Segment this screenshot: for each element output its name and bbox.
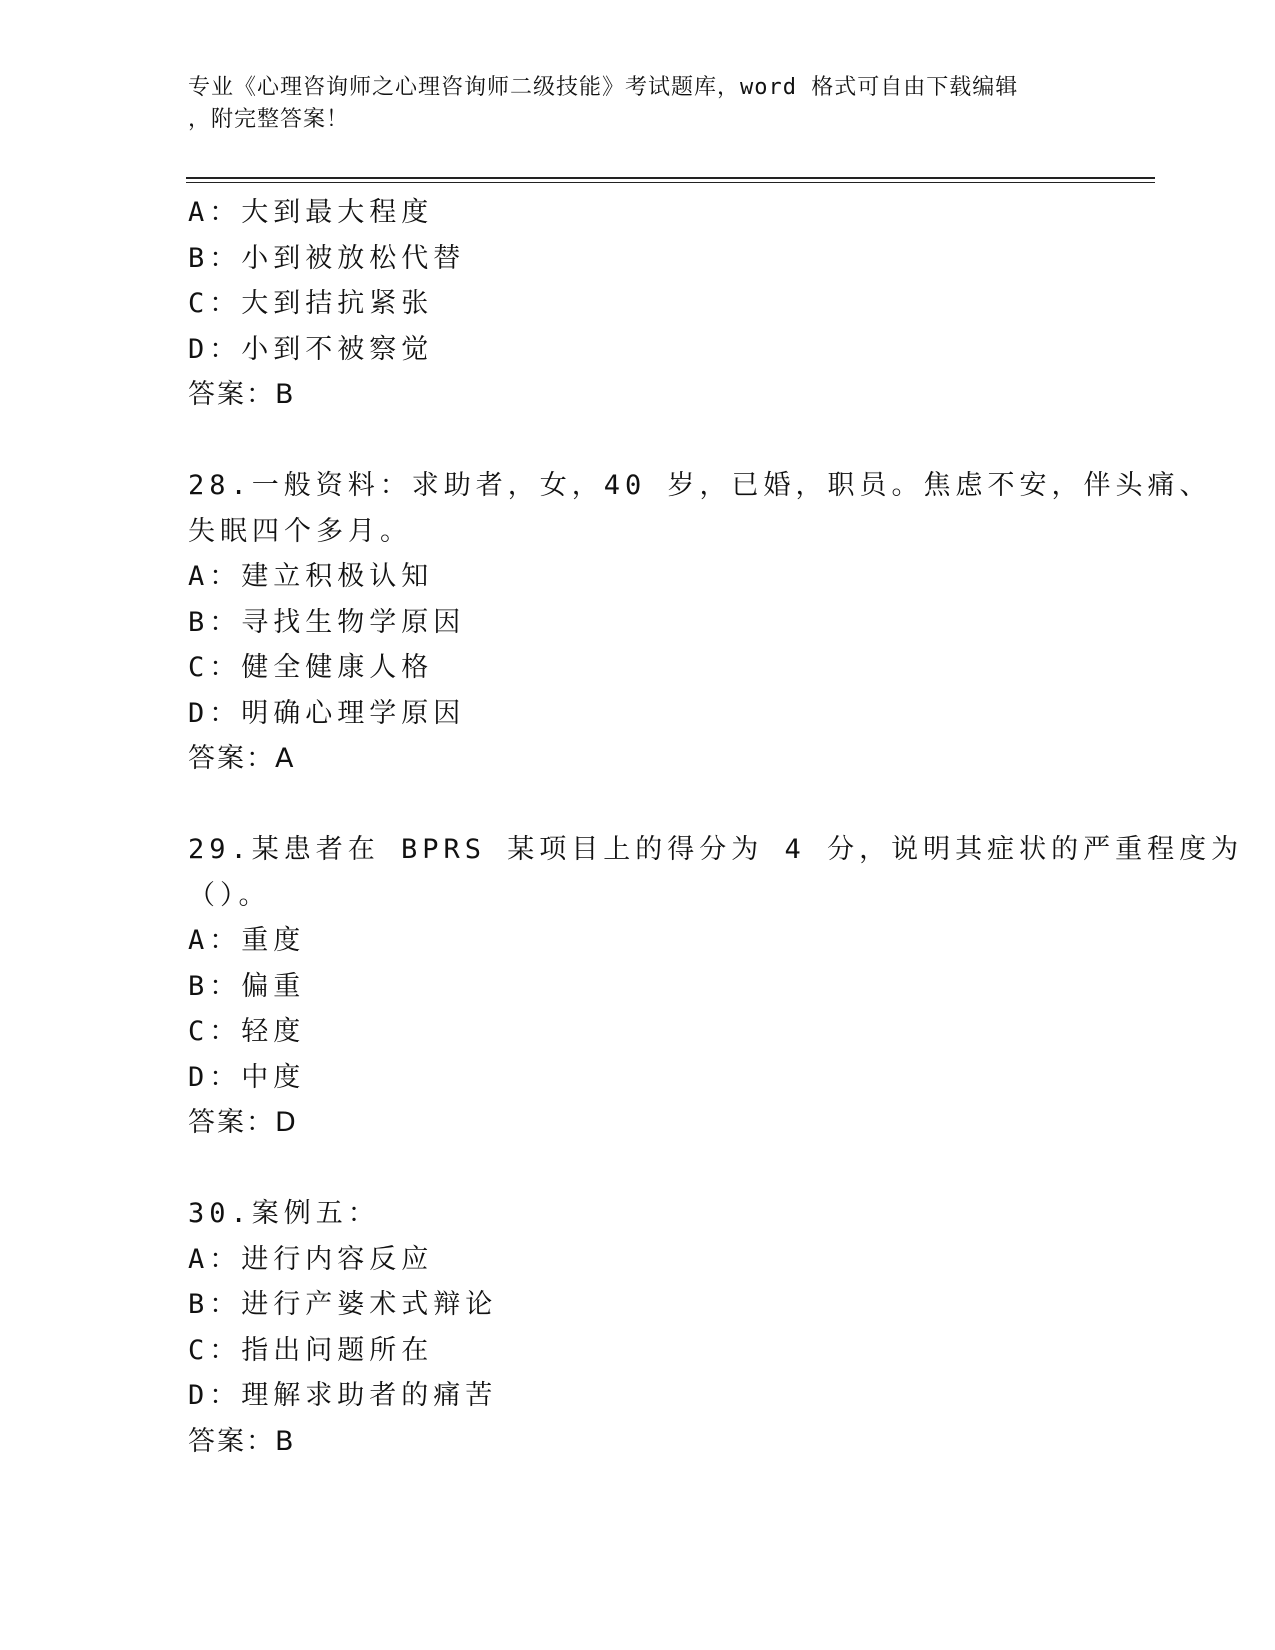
option-b: B：偏重: [188, 970, 306, 1002]
option-a: A：进行内容反应: [188, 1243, 434, 1275]
option-d: D：理解求助者的痛苦: [188, 1380, 498, 1411]
question-stem-line-2: （）。: [188, 879, 271, 911]
option-a: A：大到最大程度: [188, 197, 434, 228]
option-c: C：轻度: [188, 1016, 306, 1047]
option-a: A：重度: [188, 925, 306, 956]
option-d: D：明确心理学原因: [188, 697, 466, 729]
question-27-continued: [188, 190, 1088, 418]
question-stem-line-2: 失眠四个多月。: [188, 515, 412, 547]
question-list: [188, 190, 1244, 1464]
option-a: A：建立积极认知: [188, 561, 434, 592]
question-29: [188, 827, 1244, 1146]
answer: 答案：A: [188, 743, 296, 774]
header-line-2: ，附完整答案！: [188, 107, 350, 132]
answer: 答案：D: [188, 1107, 298, 1138]
question-30: [188, 1191, 1088, 1464]
document-header: [188, 72, 1088, 136]
spacer: [188, 1146, 1088, 1192]
option-b: B：进行产婆术式辩论: [188, 1289, 498, 1320]
answer: 答案：B: [188, 379, 296, 410]
answer: 答案：B: [188, 1425, 296, 1457]
option-c: C：健全健康人格: [188, 652, 434, 683]
option-b: B：寻找生物学原因: [188, 606, 466, 638]
header-divider: [186, 177, 1155, 183]
spacer: [188, 782, 1088, 828]
question-stem-line-1: 28.一般资料：求助者，女，40 岁，已婚，职员。焦虑不安，伴头痛、: [188, 470, 1212, 501]
question-stem-line-1: 29.某患者在 BPRS 某项目上的得分为 4 分，说明其症状的严重程度为: [188, 834, 1244, 865]
question-28: [188, 463, 1212, 782]
option-d: D：小到不被察觉: [188, 333, 434, 365]
option-c: C：大到拮抗紧张: [188, 288, 434, 319]
option-c: C：指出问题所在: [188, 1334, 434, 1366]
question-stem-line-1: 30.案例五：: [188, 1198, 380, 1229]
option-b: B：小到被放松代替: [188, 242, 466, 274]
header-line-1: 专业《心理咨询师之心理咨询师二级技能》考试题库，word 格式可自由下载编辑: [188, 75, 1019, 100]
spacer: [188, 418, 1088, 464]
option-d: D：中度: [188, 1061, 306, 1093]
